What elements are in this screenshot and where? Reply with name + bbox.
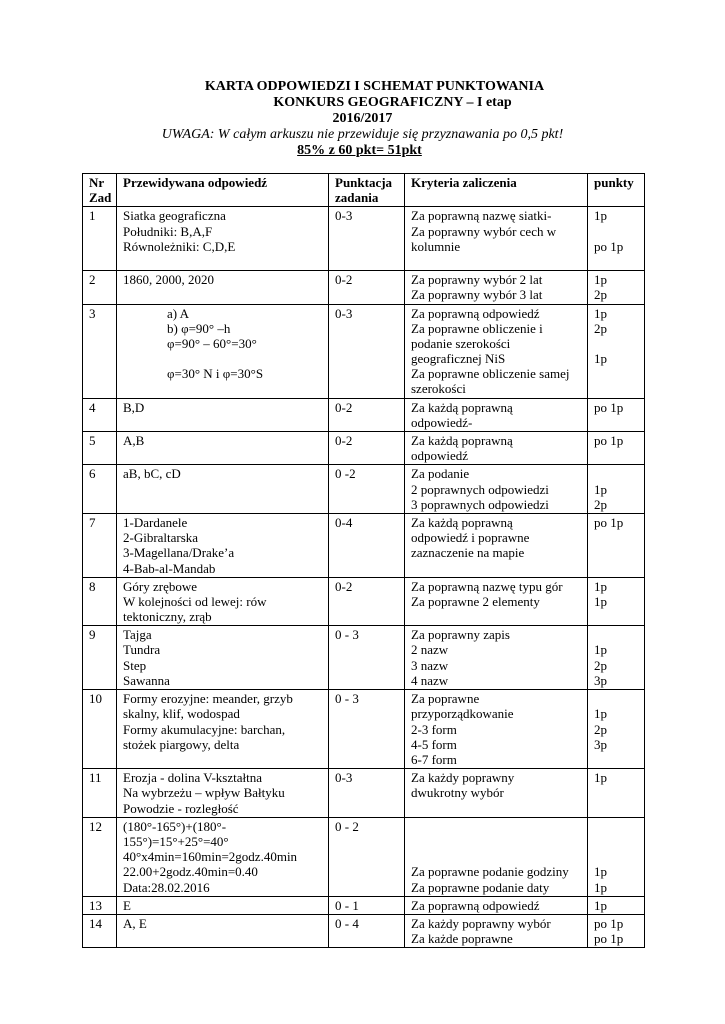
score-range: 0-3 xyxy=(329,304,405,398)
scoring-criteria xyxy=(405,271,588,304)
scoring-criteria-line: Za poprawną odpowiedź xyxy=(411,305,540,321)
scoring-criteria xyxy=(405,690,588,769)
awarded-points-line: 1p xyxy=(594,642,607,658)
awarded-points-line xyxy=(594,819,639,834)
scoring-criteria-line: Za poprawne podanie daty xyxy=(411,879,550,895)
awarded-points-line: 2p xyxy=(594,320,607,336)
awarded-points-line: 1p xyxy=(594,208,607,224)
awarded-points xyxy=(588,304,645,398)
scoring-criteria-line: szerokości xyxy=(411,381,466,397)
expected-answer-line xyxy=(123,415,323,430)
awarded-points xyxy=(588,513,645,577)
awarded-points xyxy=(588,207,645,271)
scoring-criteria xyxy=(405,577,588,626)
awarded-points-line xyxy=(594,448,639,463)
scoring-criteria-line: Za poprawne obliczenie i xyxy=(411,320,543,336)
awarded-points-line: 3p xyxy=(594,736,607,752)
table-row xyxy=(83,769,645,818)
expected-answer-line: Formy erozyjne: meander, grzyb xyxy=(123,691,293,707)
expected-answer-line: A,B xyxy=(123,433,145,449)
expected-answer-line xyxy=(123,381,323,396)
task-number: 3 xyxy=(83,304,117,398)
scoring-criteria-line: Za poprawną nazwę siatki- xyxy=(411,208,552,224)
awarded-points-line xyxy=(594,691,639,706)
expected-answer-line xyxy=(123,448,323,463)
expected-answer-line xyxy=(123,497,323,512)
expected-answer-line: Siatka geograficzna xyxy=(123,208,226,224)
table-row xyxy=(83,465,645,514)
table-row xyxy=(83,817,645,896)
expected-answer-line: 3-Magellana/Drake’a xyxy=(123,545,235,561)
expected-answer-line: 40°x4min=160min=2godz.40min xyxy=(123,849,298,865)
column-header-criteria: Kryteria zaliczenia xyxy=(405,174,588,207)
table-row xyxy=(83,896,645,914)
expected-answer xyxy=(117,626,329,690)
awarded-points xyxy=(588,398,645,431)
expected-answer-line: Tundra xyxy=(123,642,161,658)
expected-answer-line: A, E xyxy=(123,915,147,931)
expected-answer xyxy=(117,577,329,626)
scoring-criteria-line xyxy=(411,819,582,834)
column-header-range: Punktacja zadania xyxy=(329,174,405,207)
awarded-points-line xyxy=(594,849,639,864)
scoring-criteria-line: odpowiedź xyxy=(411,448,469,464)
expected-answer xyxy=(117,432,329,465)
score-range: 0 - 2 xyxy=(329,817,405,896)
expected-answer-line: Na wybrzeżu – wpływ Bałtyku xyxy=(123,785,285,801)
column-header-answer: Przewidywana odpowiedź xyxy=(117,174,329,207)
awarded-points-line: 1p xyxy=(594,593,607,609)
expected-answer xyxy=(117,690,329,769)
scoring-criteria-line: Za poprawny wybór 2 lat xyxy=(411,272,543,288)
scoring-criteria-line: Za poprawną nazwę typu gór xyxy=(411,578,563,594)
scoring-criteria-line: Za każde poprawne xyxy=(411,931,513,947)
table-row xyxy=(83,914,645,947)
score-range: 0 - 3 xyxy=(329,626,405,690)
scoring-criteria xyxy=(405,432,588,465)
expected-answer-line xyxy=(123,287,323,302)
passing-threshold: 85% z 60 pkt= 51pkt xyxy=(297,143,422,158)
awarded-points-line xyxy=(594,530,639,545)
score-range: 0-2 xyxy=(329,271,405,304)
scoring-criteria xyxy=(405,626,588,690)
expected-answer-line: 1-Dardanele xyxy=(123,514,188,530)
table-row xyxy=(83,690,645,769)
awarded-points-line: po 1p xyxy=(594,931,624,947)
awarded-points-line: 1p xyxy=(594,706,607,722)
awarded-points-line xyxy=(594,752,639,767)
awarded-points xyxy=(588,577,645,626)
expected-answer-line: a) A xyxy=(167,305,190,321)
answer-key-table xyxy=(82,173,645,948)
expected-answer-line: Powodzie - rozległość xyxy=(123,800,239,816)
expected-answer-line: 4-Bab-al-Mandab xyxy=(123,560,216,576)
scoring-criteria-line: Za poprawną odpowiedź xyxy=(411,897,540,913)
expected-answer xyxy=(117,769,329,818)
awarded-points-line xyxy=(594,609,639,624)
awarded-points xyxy=(588,465,645,514)
expected-answer-line xyxy=(123,482,323,497)
awarded-points-line: 1p xyxy=(594,578,607,594)
awarded-points-line: 1p xyxy=(594,481,607,497)
expected-answer-line: tektoniczny, zrąb xyxy=(123,609,212,625)
table-row xyxy=(83,207,645,271)
awarded-points-line xyxy=(594,545,639,560)
scoring-criteria-line: kolumnie xyxy=(411,238,461,254)
score-range: 0 - 4 xyxy=(329,914,405,947)
expected-answer-line: b) φ=90° –h xyxy=(167,320,231,336)
awarded-points-line: 2p xyxy=(594,657,607,673)
score-range: 0-2 xyxy=(329,432,405,465)
awarded-points-line: po 1p xyxy=(594,915,624,931)
awarded-points-line: po 1p xyxy=(594,399,624,415)
expected-answer-line: Data:28.02.2016 xyxy=(123,879,210,895)
score-range: 0-4 xyxy=(329,513,405,577)
awarded-points xyxy=(588,626,645,690)
scoring-criteria-line: odpowiedź i poprawne xyxy=(411,530,530,546)
awarded-points-line xyxy=(594,834,639,849)
scoring-criteria-line: geograficznej NiS xyxy=(411,351,506,367)
awarded-points-line: po 1p xyxy=(594,514,624,530)
scoring-criteria-line: Za poprawne podanie godziny xyxy=(411,864,569,880)
awarded-points xyxy=(588,896,645,914)
scoring-criteria-line: przyporządkowanie xyxy=(411,706,514,722)
task-number: 1 xyxy=(83,207,117,271)
scoring-criteria xyxy=(405,304,588,398)
expected-answer-line: Step xyxy=(123,657,147,673)
awarded-points-line: 1p xyxy=(594,770,607,786)
expected-answer-line: (180°-165°)+(180°- xyxy=(123,818,227,834)
column-header-nr: Nr Zad xyxy=(83,174,117,207)
awarded-points-line xyxy=(594,627,639,642)
scoring-criteria-line: 2 poprawnych odpowiedzi xyxy=(411,481,549,497)
scoring-criteria-line xyxy=(411,834,582,849)
expected-answer-line: φ=30° N i φ=30°S xyxy=(167,366,264,382)
expected-answer-line xyxy=(123,351,323,366)
scoring-criteria-line: 4 nazw xyxy=(411,672,449,688)
awarded-points-line xyxy=(594,785,639,800)
awarded-points xyxy=(588,769,645,818)
awarded-points xyxy=(588,432,645,465)
scoring-criteria-line: Za każdą poprawną xyxy=(411,399,513,415)
scoring-criteria xyxy=(405,207,588,271)
scoring-criteria-line: Za poprawny wybór 3 lat xyxy=(411,287,543,303)
awarded-points xyxy=(588,690,645,769)
table-header-row xyxy=(83,174,645,207)
expected-answer-line: E xyxy=(123,897,131,913)
table-row xyxy=(83,398,645,431)
expected-answer-line xyxy=(123,752,323,767)
expected-answer xyxy=(117,465,329,514)
expected-answer-line xyxy=(123,931,323,946)
expected-answer-line: Sawanna xyxy=(123,672,170,688)
expected-answer xyxy=(117,817,329,896)
awarded-points-line: po 1p xyxy=(594,433,624,449)
scoring-criteria-line xyxy=(411,561,582,576)
awarded-points xyxy=(588,817,645,896)
scoring-criteria-line: 2 nazw xyxy=(411,642,449,658)
score-range: 0 - 1 xyxy=(329,896,405,914)
scoring-criteria xyxy=(405,769,588,818)
awarded-points xyxy=(588,914,645,947)
scoring-criteria-line: Za każdy poprawny wybór xyxy=(411,915,551,931)
scoring-criteria-line: 3 nazw xyxy=(411,657,449,673)
score-range: 0-3 xyxy=(329,207,405,271)
awarded-points-line: po 1p xyxy=(594,238,624,254)
task-number: 2 xyxy=(83,271,117,304)
scoring-criteria-line: Za poprawne 2 elementy xyxy=(411,593,540,609)
scoring-criteria xyxy=(405,465,588,514)
expected-answer-line: Góry zrębowe xyxy=(123,578,197,594)
awarded-points-line: 2p xyxy=(594,496,607,512)
task-number: 14 xyxy=(83,914,117,947)
expected-answer-line: Formy akumulacyjne: barchan, xyxy=(123,721,286,737)
scoring-criteria-line: Za poprawne xyxy=(411,691,480,707)
scoring-criteria xyxy=(405,914,588,947)
table-row xyxy=(83,577,645,626)
score-range: 0-2 xyxy=(329,577,405,626)
scoring-criteria xyxy=(405,398,588,431)
scoring-criteria-line: odpowiedź- xyxy=(411,414,473,430)
scoring-criteria-line xyxy=(411,609,582,624)
scoring-criteria-line xyxy=(411,801,582,816)
scoring-criteria-line: Za poprawny wybór cech w xyxy=(411,223,557,239)
awarded-points-line: 1p xyxy=(594,272,607,288)
task-number: 5 xyxy=(83,432,117,465)
expected-answer-line: aB, bC, cD xyxy=(123,466,181,482)
expected-answer xyxy=(117,398,329,431)
scoring-criteria-line: 3 poprawnych odpowiedzi xyxy=(411,496,549,512)
task-number: 4 xyxy=(83,398,117,431)
table-row xyxy=(83,513,645,577)
scoring-criteria-line: Za podanie xyxy=(411,466,470,482)
table-row xyxy=(83,626,645,690)
scoring-criteria-line: Za każdy poprawny xyxy=(411,770,515,786)
scoring-criteria-line xyxy=(411,254,582,269)
expected-answer-line: Południki: B,A,F xyxy=(123,223,213,239)
document-subtitle: KONKURS GEOGRAFICZNY – I etap xyxy=(273,95,512,110)
expected-answer xyxy=(117,896,329,914)
awarded-points-line: 3p xyxy=(594,672,607,688)
expected-answer-line: φ=90° – 60°=30° xyxy=(167,335,257,351)
awarded-points-line xyxy=(594,224,639,239)
expected-answer-line: 1860, 2000, 2020 xyxy=(123,272,214,288)
expected-answer xyxy=(117,513,329,577)
scoring-criteria-line xyxy=(411,849,582,864)
table-row xyxy=(83,304,645,398)
task-number: 7 xyxy=(83,513,117,577)
expected-answer-line: 2-Gibraltarska xyxy=(123,530,199,546)
awarded-points xyxy=(588,271,645,304)
scoring-criteria-line: dwukrotny wybór xyxy=(411,785,504,801)
school-year: 2016/2017 xyxy=(332,111,393,126)
scoring-criteria-line: zaznaczenie na mapie xyxy=(411,545,525,561)
scoring-criteria-line: Za poprawne obliczenie samej xyxy=(411,366,570,382)
expected-answer-line: 155°)=15°+25°=40° xyxy=(123,833,229,849)
awarded-points-line: 2p xyxy=(594,287,607,303)
awarded-points-line xyxy=(594,801,639,816)
scoring-criteria xyxy=(405,896,588,914)
expected-answer-line: 22.00+2godz.40min=0.40 xyxy=(123,864,258,880)
expected-answer-line: Tajga xyxy=(123,627,152,643)
task-number: 10 xyxy=(83,690,117,769)
task-number: 11 xyxy=(83,769,117,818)
scoring-criteria-line: podanie szerokości xyxy=(411,335,511,351)
expected-answer xyxy=(117,914,329,947)
scoring-criteria-line: Za poprawny zapis xyxy=(411,627,510,643)
scoring-criteria xyxy=(405,817,588,896)
scoring-criteria-line: Za każdą poprawną xyxy=(411,514,513,530)
awarded-points-line: 1p xyxy=(594,879,607,895)
table-row xyxy=(83,432,645,465)
awarded-points-line: 1p xyxy=(594,897,607,913)
scoring-criteria-line: 6-7 form xyxy=(411,752,457,768)
awarded-points-line xyxy=(594,381,639,396)
expected-answer xyxy=(117,207,329,271)
awarded-points-line xyxy=(594,466,639,481)
column-header-points: punkty xyxy=(588,174,645,207)
expected-answer-line: stożek piargowy, delta xyxy=(123,736,240,752)
score-range: 0 -2 xyxy=(329,465,405,514)
awarded-points-line: 1p xyxy=(594,305,607,321)
expected-answer-line: Erozja - dolina V-kształtna xyxy=(123,770,262,786)
awarded-points-line xyxy=(594,415,639,430)
task-number: 12 xyxy=(83,817,117,896)
expected-answer xyxy=(117,304,329,398)
task-number: 9 xyxy=(83,626,117,690)
task-number: 8 xyxy=(83,577,117,626)
awarded-points-line: 1p xyxy=(594,864,607,880)
task-number: 13 xyxy=(83,896,117,914)
score-range: 0 - 3 xyxy=(329,690,405,769)
awarded-points-line: 2p xyxy=(594,721,607,737)
scoring-criteria xyxy=(405,513,588,577)
table-row xyxy=(83,271,645,304)
score-range: 0-2 xyxy=(329,398,405,431)
document-title: KARTA ODPOWIEDZI I SCHEMAT PUNKTOWANIA xyxy=(204,79,545,94)
expected-answer-line: skalny, klif, wodospad xyxy=(123,706,240,722)
expected-answer-line: Równoleżniki: C,D,E xyxy=(123,238,236,254)
task-number: 6 xyxy=(83,465,117,514)
expected-answer-line: B,D xyxy=(123,399,145,415)
expected-answer xyxy=(117,271,329,304)
expected-answer-line xyxy=(123,254,323,269)
scoring-criteria-line: 4-5 form xyxy=(411,736,457,752)
score-range: 0-3 xyxy=(329,769,405,818)
scoring-criteria-line: 2-3 form xyxy=(411,721,457,737)
awarded-points-line: 1p xyxy=(594,351,607,367)
awarded-points-line xyxy=(594,254,639,269)
scoring-criteria-line: Za każdą poprawną xyxy=(411,433,513,449)
awarded-points-line xyxy=(594,561,639,576)
awarded-points-line xyxy=(594,366,639,381)
awarded-points-line xyxy=(594,336,639,351)
expected-answer-line: W kolejności od lewej: rów xyxy=(123,593,267,609)
warning-note: UWAGA: W całym arkuszu nie przewiduje się przyznawania po 0,5 pkt! xyxy=(161,127,564,142)
